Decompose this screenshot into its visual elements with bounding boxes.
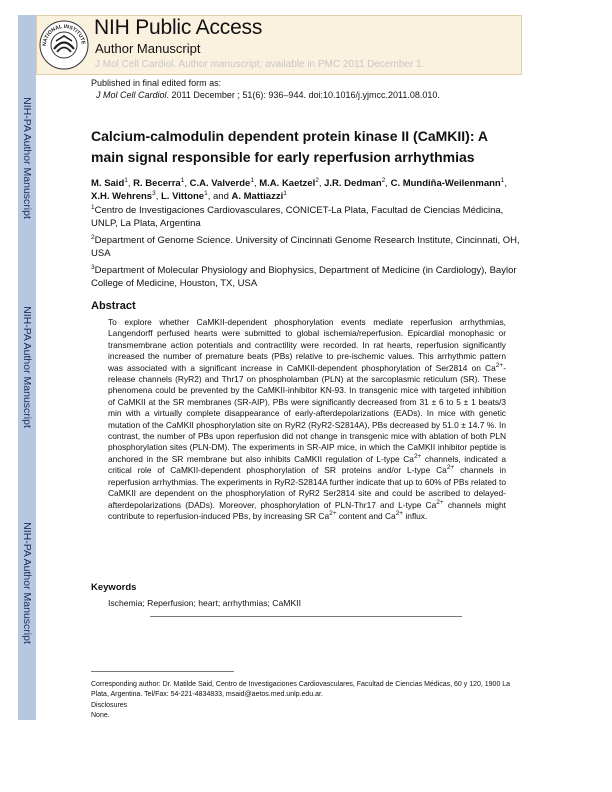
affiliation: $^3$Department of Molecular Physiology and Biophysics, Department of Medicine (in Cardiology), Baylor College of Medicine, Houston, TX, USA [91,263,517,289]
availability-citation: J Mol Cell Cardiol. Author manuscript; available in PMC 2011 December 1. [95,59,425,70]
author-affiliation: 1 [180,176,185,184]
journal-name: J Mol Cell Cardiol [96,90,167,100]
publication-citation [96,90,440,100]
author-name: L. Vittone [160,190,205,202]
article-title: Calcium-calmodulin dependent protein kinase II (CaMKII): A main signal responsible for early reperfusion arrhythmias [91,128,488,165]
disclosures-value: None. [91,712,110,719]
publication-details: . 2011 December ; 51(6): 936–944. doi:10.1016/j.yjmcc.2011.08.010. [166,90,440,100]
abstract-body: To explore whether CaMKII-dependent phosphorylation events mediate reperfusion arrhythmias, Langendorff perfused hearts were submitted to global ischemia/reperfusion. Epicardial monophasic or transmembrane action potentials and contractility were recorded. In rat hearts, reperfusion significantly increased the number of premature beats (PBs) relative to pre-ischemic values. This arrhythmic pattern was associated with a significant increase in CaMKII-dependent phosphorylation of Ser2814 on $Ca^{2+}$-release channels (RyR2) and Thr17 on phospholamban (PLN) at the sarcoplasmic reticulum (SR). These phenomena could be prevented by the CaMKII-inhibitor KN-93. In transgenic mice with targeted inhibition of CaMKII at the SR membranes (SR-AIP), PBs were significantly decreased from 31 ± 6 to 5 ± 1 beats/3 min with a virtually complete disappearance of early-afterdepolarizations (EADs). In mice with genetic mutation of the CaMKII phosphorylation site on RyR2 (RyR2-S2814A), PBs decreased by 51.0 ± 14.7 %. In contrast, the number of PBs upon reperfusion did not change in transgenic mice with ablation of both PLN phosphorylation sites (PLN-DM). The experiments in SR-AIP mice, in which the CaMKII inhibitor peptide is anchored in the SR membrane but also inhibits CaMKII regulation of L-type $Ca^{2+}$ channels, indicated a critical role of CaMKII-dependent phosphorylation of SR proteins and/or L-type $Ca^{2+}$ channels in reperfusion arrhythmias. The experiments in RyR2-S2814A further indicate that up to 60% of PBs related to CaMKII are dependent on the phosphorylation of RyR2 Ser2814 site and could be ascribed to delayed-afterdepolarizations (DADs). Moreover, phosphorylation of PLN-Thr17 and L-type $Ca^{2+}$ channels might contribute to reperfusion-induced PBs, by increasing SR $Ca^{2+}$ content and $Ca^{2+}$ influx. [108,317,507,521]
author-affiliation: 2 [315,176,319,184]
affiliation: $^1$Centro de Investigaciones Cardiovasculares, CONICET-La Plata, Facultad de Ciencias Médicina, UNLP, La Plata, Argentina [91,203,504,229]
section-divider [150,616,462,617]
author-affiliation: 3 [152,189,156,197]
author-name: M. Said [91,178,125,189]
nih-public-access-title: NIH Public Access [94,16,263,39]
corresponding-author-note: Corresponding author: Dr. Matilde Said, Centro de Investigaciones Cardiovasculares, Facultad de Ciencias Médicas, 60 y 120, 1900 La Plata, Argentina. Tel/Fax: 54-221-4834833, msaid@aetos.med.unlp.edu.ar. [91,681,511,698]
author-name: M.A. Kaetzel [259,178,316,189]
author-affiliation: 1 [250,176,254,184]
and-word: and [213,190,229,202]
footnote-divider [91,671,234,672]
keywords-list: Ischemia; Reperfusion; heart; arrhythmias; CaMKII [108,598,301,608]
nih-seal-icon [38,16,90,72]
author-name: C. Mundiña-Weilenmann [390,178,501,189]
author-name: A. Mattiazzi [231,190,284,202]
author-name: C.A. Valverde [189,178,251,189]
author-affiliation: 2 [381,176,386,184]
author-affiliation: 1 [500,176,505,184]
abstract-heading: Abstract [91,300,136,312]
author-name: J.R. Dedman [324,178,382,189]
author-manuscript-label: Author Manuscript [95,41,201,56]
disclosures-label: Disclosures [91,702,128,709]
author-list: M. Said$^1$, R. Becerra$^1$, C.A. Valverde$^1$, M.A. Kaetzel$^2$, J.R. Dedman$^2$, C. Mundiña-Weilenmann$^1$, X.H. Wehrens$^3$, L. Vittone$^1$, and A. Mattiazzi$^1$ [91,176,507,202]
published-label: Published in final edited form as: [91,78,222,88]
affiliation: $^2$Department of Genome Science. University of Cincinnati Genome Research Institute, Cincinnati, OH, USA [91,233,520,259]
author-affiliation: 1 [204,189,208,197]
author-affiliation: 1 [283,189,287,197]
keywords-heading: Keywords [91,582,137,593]
author-name: R. Becerra [133,178,181,189]
author-name: X.H. Wehrens [91,190,153,202]
author-affiliation: 1 [124,176,128,184]
seal-text: NATIONAL INSTITUTE [41,23,86,47]
